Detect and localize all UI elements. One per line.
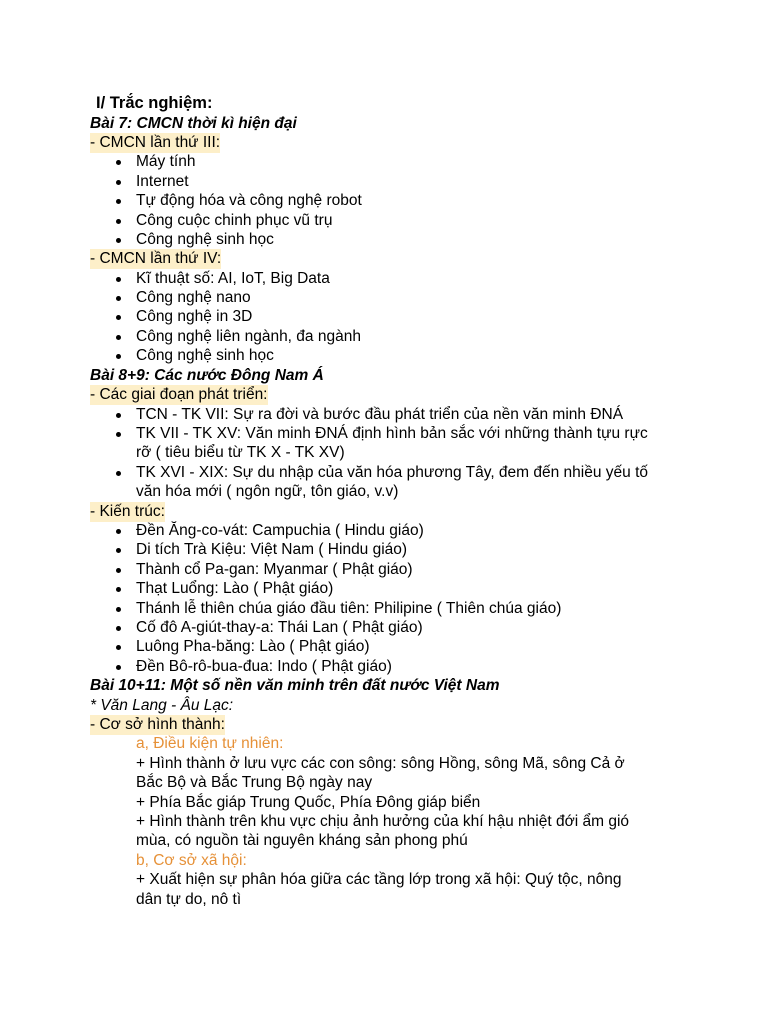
list-item-continuation: văn hóa mới ( ngôn ngữ, tôn giáo, v.v) (136, 483, 399, 500)
paragraph-line: + Xuất hiện sự phân hóa giữa các tầng lớp trong xã hội: Quý tộc, nông (136, 871, 622, 888)
list-item: Công nghệ nano (136, 289, 251, 306)
list-item: Di tích Trà Kiệu: Việt Nam ( Hindu giáo) (136, 541, 408, 558)
lesson-89-title: Bài 8+9: Các nước Đông Nam Á (90, 367, 324, 384)
natural-conditions-label: a, Điều kiện tự nhiên: (136, 735, 284, 752)
social-basis-label: b, Cơ sở xã hội: (136, 852, 247, 869)
paragraph-line: + Phía Bắc giáp Trung Quốc, Phía Đông giáp biển (136, 794, 481, 811)
cmcn3-label: - CMCN lần thứ III: (90, 134, 221, 151)
list-item: TCN - TK VII: Sự ra đời và bước đầu phát triển của nền văn minh ĐNÁ (136, 406, 624, 423)
paragraph-line: + Hình thành ở lưu vực các con sông: sông Hồng, sông Mã, sông Cả ở (136, 755, 625, 772)
civilization-subtitle: * Văn Lang - Âu Lạc: (90, 697, 234, 714)
list-item: Thạt Luổng: Lào ( Phật giáo) (136, 580, 334, 597)
list-item: Luông Pha-băng: Lào ( Phật giáo) (136, 638, 370, 655)
lesson-7-title: Bài 7: CMCN thời kì hiện đại (90, 115, 297, 132)
architecture-label: - Kiến trúc: (90, 503, 165, 520)
list-item: Công nghệ sinh học (136, 231, 274, 248)
list-item: Internet (136, 173, 189, 190)
list-item: Công nghệ liên ngành, đa ngành (136, 328, 361, 345)
cmcn4-label: - CMCN lần thứ IV: (90, 250, 222, 267)
page-heading: I/ Trắc nghiệm: (96, 94, 213, 112)
list-item: Công nghệ sinh học (136, 347, 274, 364)
basis-label: - Cơ sở hình thành: (90, 716, 225, 733)
list-item: Thành cổ Pa-gan: Myanmar ( Phật giáo) (136, 561, 413, 578)
list-item-continuation: rỡ ( tiêu biểu từ TK X - TK XV) (136, 444, 345, 461)
paragraph-line: Bắc Bộ và Bắc Trung Bộ ngày nay (136, 774, 373, 791)
list-item: Tự động hóa và công nghệ robot (136, 192, 362, 209)
list-item: Công nghệ in 3D (136, 308, 253, 325)
list-item: Máy tính (136, 153, 196, 170)
list-item: Đền Ăng-co-vát: Campuchia ( Hindu giáo) (136, 522, 424, 539)
list-item: Công cuộc chinh phục vũ trụ (136, 212, 333, 229)
list-item: Đền Bô-rô-bua-đua: Indo ( Phật giáo) (136, 658, 392, 675)
stages-label: - Các giai đoạn phát triển: (90, 386, 268, 403)
list-item: TK VII - TK XV: Văn minh ĐNÁ định hình bản sắc với những thành tựu rực (136, 425, 648, 442)
list-item: TK XVI - XIX: Sự du nhập của văn hóa phương Tây, đem đến nhiều yếu tố (136, 464, 649, 481)
lesson-1011-title: Bài 10+11: Một số nền văn minh trên đất nước Việt Nam (90, 677, 500, 694)
list-item: Thánh lễ thiên chúa giáo đầu tiên: Philipine ( Thiên chúa giáo) (136, 600, 562, 617)
list-item: Cố đô A-giút-thay-a: Thái Lan ( Phật giáo) (136, 619, 423, 636)
paragraph-line: dân tự do, nô tì (136, 891, 242, 908)
paragraph-line: + Hình thành trên khu vực chịu ảnh hưởng của khí hậu nhiệt đới ẩm gió (136, 813, 630, 830)
paragraph-line: mùa, có nguồn tài nguyên kháng sản phong phú (136, 832, 468, 849)
list-item: Kĩ thuật số: AI, IoT, Big Data (136, 270, 330, 287)
